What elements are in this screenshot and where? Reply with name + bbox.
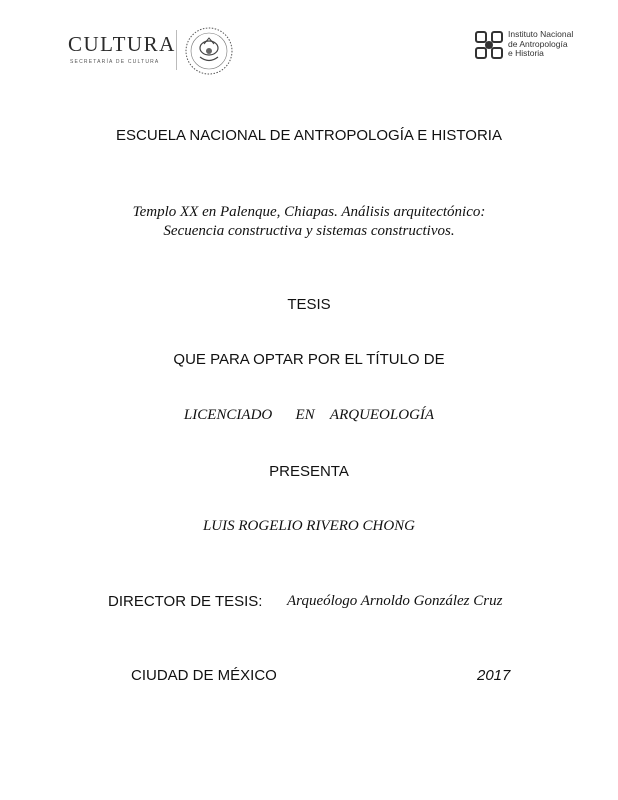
coat-of-arms-seal-icon	[184, 26, 234, 76]
thesis-title-line2: Secuencia constructiva y sistemas constructivos.	[163, 223, 455, 239]
degree-purpose: QUE PARA OPTAR POR EL TÍTULO DE	[173, 351, 445, 368]
thesis-title	[0, 203, 618, 241]
presenta-label: PRESENTA	[269, 463, 349, 480]
school-name: ESCUELA NACIONAL DE ANTROPOLOGÍA E HISTORIA	[116, 127, 502, 144]
year-label: 2017	[477, 667, 511, 684]
inah-logo-icon	[472, 28, 506, 62]
document-type: TESIS	[287, 296, 331, 313]
city-label: CIUDAD DE MÉXICO	[131, 667, 277, 684]
degree-name: LICENCIADO EN ARQUEOLOGÍA	[183, 407, 435, 423]
thesis-title-line1: Templo XX en Palenque, Chiapas. Análisis arquitectónico:	[132, 204, 486, 220]
director-label: DIRECTOR DE TESIS:	[108, 593, 263, 610]
inah-logo-text	[508, 30, 573, 59]
cultura-logo-wordmark: CULTURA	[68, 32, 176, 56]
cultura-logo-subtitle: SECRETARÍA DE CULTURA	[70, 59, 160, 65]
author-name: LUIS ROGELIO RIVERO CHONG	[202, 518, 416, 534]
director-name: Arqueólogo Arnoldo González Cruz	[287, 593, 503, 609]
inah-text-line1: Instituto Nacional	[508, 29, 574, 39]
inah-text-line2: de Antropología	[508, 38, 568, 49]
inah-text-line3: e Historia	[508, 48, 544, 58]
logo-divider	[176, 30, 177, 70]
